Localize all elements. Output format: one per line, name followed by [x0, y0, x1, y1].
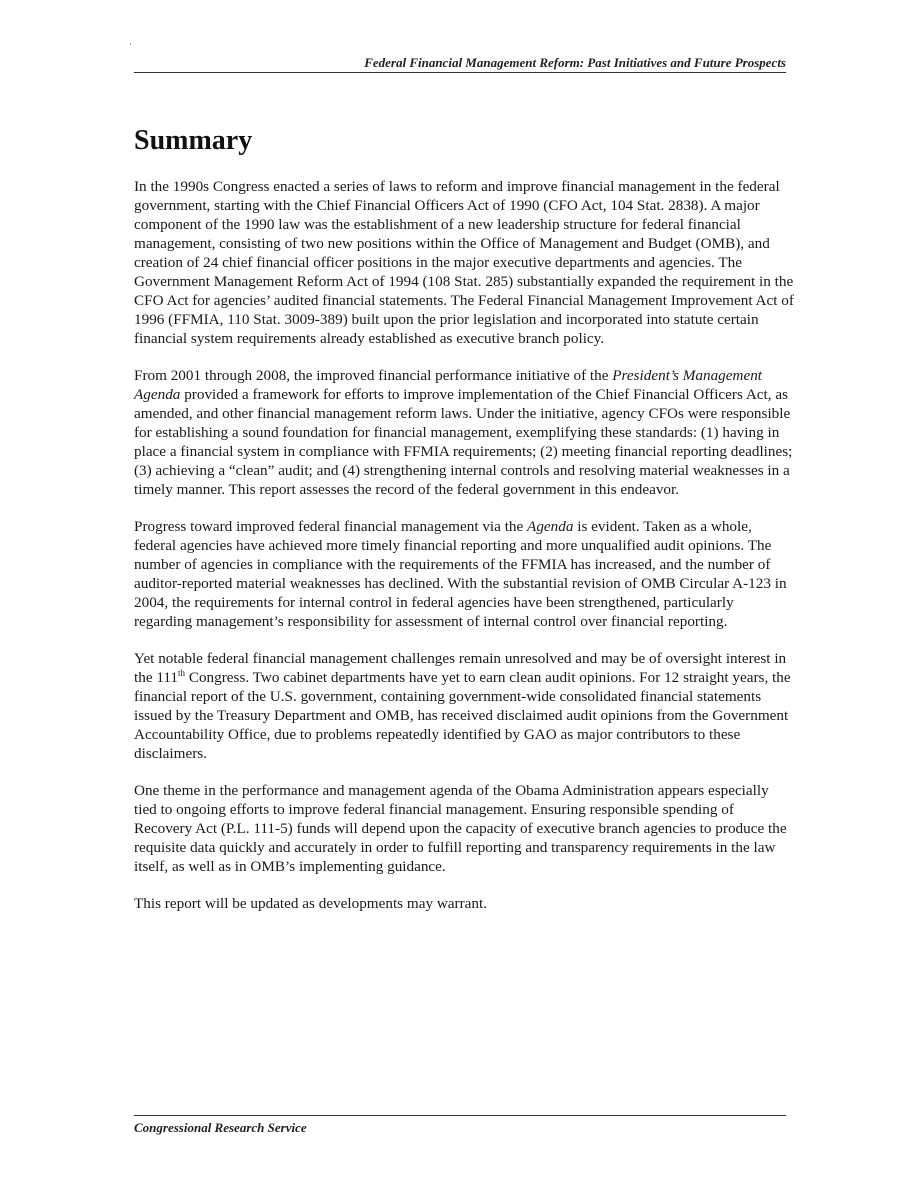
paragraph-text: Congress. Two cabinet departments have yet to earn clean audit opinions. For 12 straight years, the financial report of the U.S. government, containing government-wide consolidated financial statements issued by the Treasury Department and OMB, has received disclaimed audit opinions from the Government Accountability Office, due to problems repeatedly identified by GAO as major contributors to these disclaimers. — [134, 669, 791, 762]
italic-title: President’s Management Agenda — [134, 367, 763, 403]
paragraph-text: From 2001 through 2008, the improved financial performance initiative of the — [134, 367, 613, 384]
footer-rule — [134, 1115, 786, 1116]
page-title: Summary — [134, 125, 253, 156]
paragraph-updates: This report will be updated as developments may warrant. — [134, 895, 488, 912]
italic-title: Agenda — [527, 518, 574, 535]
paragraph-text: Progress toward improved federal financial management via the — [134, 518, 528, 535]
paragraph-text: Yet notable federal financial management challenges remain unresolved and may be of oversight interest in the 111 — [134, 650, 787, 686]
header-rule — [134, 72, 786, 73]
paragraph-text: is evident. Taken as a whole, federal agencies have achieved more timely financial reporting and more unqualified audit opinions. The number of agencies in compliance with the requirements of the FFMIA has increased, and the number of auditor-reported material weaknesses has declined. With the substantial revision of OMB Circular A-123 in 2004, the requirements for internal control in federal agencies have been strengthened, particularly regarding management’s responsibility for assessment of internal control over financial reporting. — [134, 518, 787, 630]
paragraph-presidents-agenda — [134, 366, 794, 499]
paragraph-challenges — [134, 649, 794, 763]
ordinal-suffix: th — [178, 668, 186, 678]
corner-mark: · — [129, 39, 132, 49]
paragraph-text: provided a framework for efforts to improve implementation of the Chief Financial Officers Act, as amended, and other financial management reform laws. Under the initiative, agency CFOs were responsible for establishing a sound foundation for financial management, exemplifying these standards: (1) having in place a financial system in compliance with FFMIA requirements; (2) meeting financial reporting deadlines; (3) achieving a “clean” audit; and (4) strengthening internal controls and resolving material weaknesses in a timely manner. This report assesses the record of the federal government in this endeavor. — [134, 386, 793, 498]
summary-body — [134, 177, 794, 931]
paragraph-obama-agenda: One theme in the performance and management agenda of the Obama Administration appears especially tied to ongoing efforts to improve federal financial management. Ensuring responsible spending of Recovery Act (P.L. 111-5) funds will depend upon the capacity of executive branch agencies to produce the requisite data quickly and accurately in order to fulfill reporting and transparency requirements in the law itself, as well as in OMB’s implementing guidance. — [134, 782, 787, 875]
running-footer: Congressional Research Service — [134, 1120, 307, 1135]
running-header: Federal Financial Management Reform: Past Initiatives and Future Prospects — [364, 55, 786, 70]
paragraph-progress — [134, 517, 794, 631]
paragraph-laws-1990s: In the 1990s Congress enacted a series of laws to reform and improve financial management in the federal government, starting with the Chief Financial Officers Act of 1990 (CFO Act, 104 Stat. 2838). A major component of the 1990 law was the establishment of a new leadership structure for federal financial management, consisting of two new positions within the Office of Management and Budget (OMB), and creation of 24 chief financial officer positions in the major executive departments and agencies. The Government Management Reform Act of 1994 (108 Stat. 285) substantially expanded the requirement in the CFO Act for agencies’ audited financial statements. The Federal Financial Management Improvement Act of 1996 (FFMIA, 110 Stat. 3009-389) built upon the prior legislation and incorporated into statute certain financial system requirements already established as executive branch policy. — [134, 178, 794, 347]
